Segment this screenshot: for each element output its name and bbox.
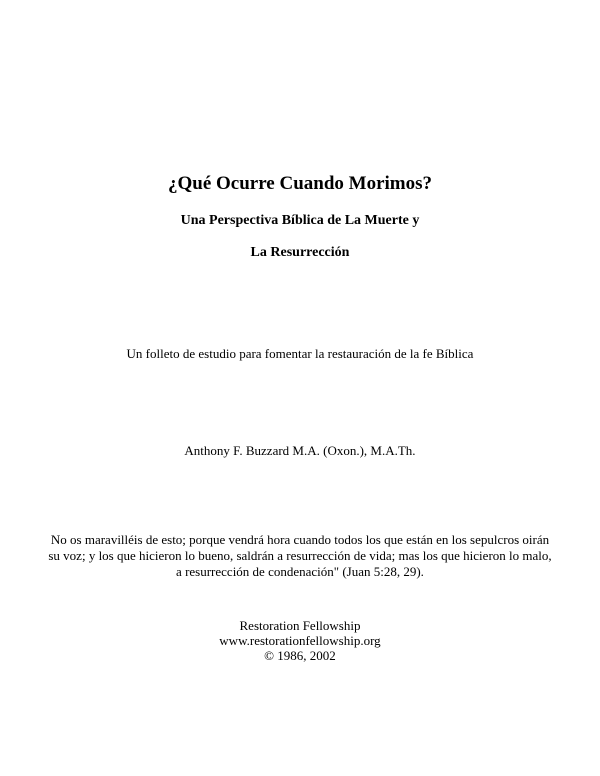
author-credit: Anthony F. Buzzard M.A. (Oxon.), M.A.Th.: [184, 443, 416, 458]
document-description: Un folleto de estudio para fomentar la restauración de la fe Bíblica: [126, 346, 474, 361]
scripture-quote-line-1: No os maravilléis de esto; porque vendrá hora cuando todos los que están en los sepulcros oirán: [50, 532, 550, 547]
publisher-name: Restoration Fellowship: [239, 618, 361, 633]
copyright-notice: © 1986, 2002: [264, 648, 336, 663]
publisher-website: www.restorationfellowship.org: [219, 633, 381, 648]
document-subtitle-line-1: Una Perspectiva Bíblica de La Muerte y: [180, 213, 420, 228]
scripture-quote-line-2: su voz; y los que hicieron lo bueno, saldrán a resurrección de vida; mas los que hicieron lo malo,: [48, 548, 552, 563]
document-title: ¿Qué Ocurre Cuando Morimos?: [167, 173, 433, 194]
document-subtitle-line-2: La Resurrección: [250, 245, 350, 260]
scripture-quote-line-3: a resurrección de condenación" (Juan 5:28, 29).: [176, 564, 424, 579]
